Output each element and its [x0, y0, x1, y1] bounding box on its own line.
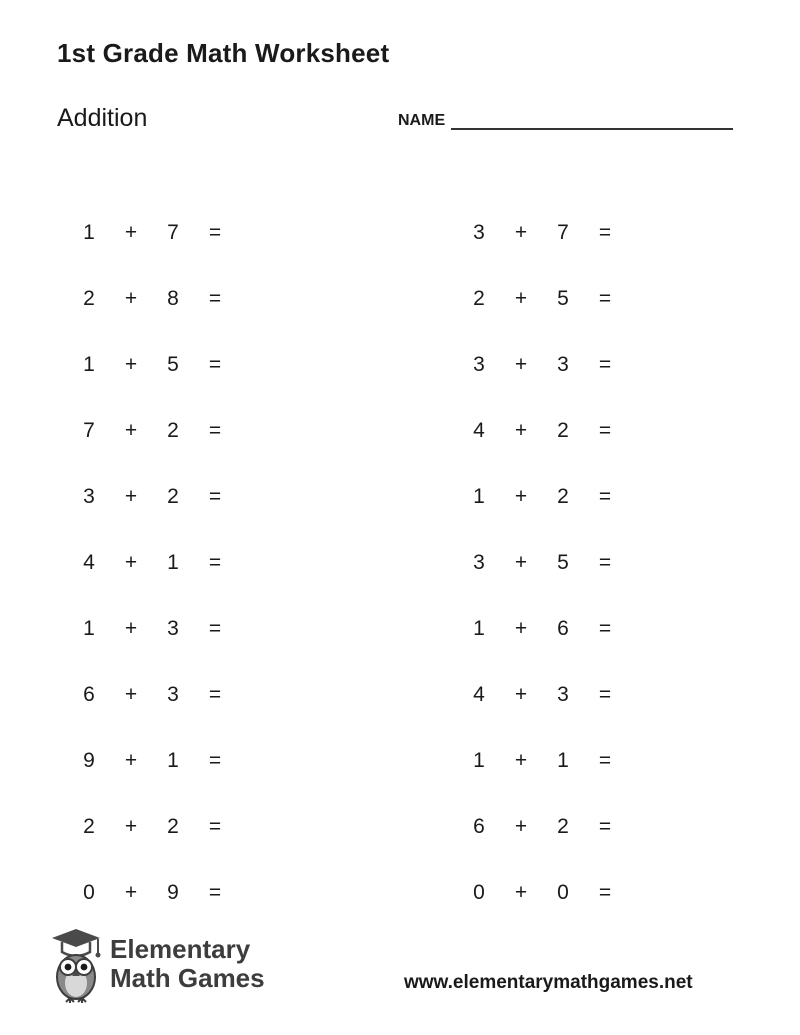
problem-row [72, 728, 410, 794]
site-url[interactable]: www.elementarymathgames.net [404, 972, 693, 993]
operand-a: 9 [83, 749, 95, 772]
equals-sign: = [208, 485, 222, 508]
problem-row [72, 662, 410, 728]
operand-b: 9 [167, 881, 179, 904]
operator-plus: + [124, 551, 138, 574]
problem-row [72, 860, 410, 926]
operand-a: 2 [83, 287, 95, 310]
operand-b: 1 [557, 749, 569, 772]
problem-row [72, 398, 410, 464]
operator-plus: + [514, 683, 528, 706]
equals-sign: = [208, 815, 222, 838]
problems-area [0, 200, 800, 926]
equals-sign: = [208, 683, 222, 706]
operand-a: 3 [83, 485, 95, 508]
problem-row [462, 794, 800, 860]
problem-row [462, 728, 800, 794]
problem-row [462, 464, 800, 530]
equals-sign: = [208, 749, 222, 772]
operand-b: 5 [167, 353, 179, 376]
operand-a: 7 [83, 419, 95, 442]
brand-logo [48, 925, 265, 1003]
equals-sign: = [598, 419, 612, 442]
operand-a: 3 [473, 551, 485, 574]
equals-sign: = [208, 419, 222, 442]
operand-a: 2 [473, 287, 485, 310]
problem-row [72, 332, 410, 398]
equals-sign: = [598, 221, 612, 244]
page-title: 1st Grade Math Worksheet [57, 38, 390, 68]
operand-a: 4 [473, 419, 485, 442]
operand-b: 1 [167, 749, 179, 772]
operand-b: 3 [167, 617, 179, 640]
operand-a: 1 [473, 749, 485, 772]
operand-b: 2 [167, 815, 179, 838]
operator-plus: + [514, 287, 528, 310]
operand-a: 0 [83, 881, 95, 904]
operand-a: 0 [473, 881, 485, 904]
operator-plus: + [514, 617, 528, 640]
operand-a: 1 [473, 485, 485, 508]
equals-sign: = [208, 881, 222, 904]
operand-b: 3 [557, 353, 569, 376]
equals-sign: = [208, 287, 222, 310]
problem-row [72, 530, 410, 596]
operand-a: 6 [83, 683, 95, 706]
operator-plus: + [124, 617, 138, 640]
operand-a: 4 [473, 683, 485, 706]
problem-row [72, 464, 410, 530]
operator-plus: + [124, 749, 138, 772]
operand-b: 6 [557, 617, 569, 640]
operator-plus: + [514, 749, 528, 772]
operand-b: 7 [167, 221, 179, 244]
brand-logo-line1: Elementary [110, 933, 251, 964]
problem-row [72, 596, 410, 662]
equals-sign: = [598, 485, 612, 508]
equals-sign: = [208, 551, 222, 574]
equals-sign: = [598, 683, 612, 706]
operand-b: 2 [557, 815, 569, 838]
operator-plus: + [124, 881, 138, 904]
equals-sign: = [598, 749, 612, 772]
problem-row [72, 200, 410, 266]
equals-sign: = [598, 287, 612, 310]
problem-row [462, 266, 800, 332]
operator-plus: + [514, 419, 528, 442]
operand-a: 1 [83, 617, 95, 640]
problem-row [72, 266, 410, 332]
operand-b: 1 [167, 551, 179, 574]
operator-plus: + [514, 353, 528, 376]
operand-b: 2 [167, 419, 179, 442]
problem-row [462, 860, 800, 926]
problem-row [462, 530, 800, 596]
equals-sign: = [208, 353, 222, 376]
operand-b: 5 [557, 287, 569, 310]
operator-plus: + [124, 485, 138, 508]
problem-row [462, 596, 800, 662]
operator-plus: + [514, 485, 528, 508]
equals-sign: = [598, 881, 612, 904]
operator-plus: + [514, 815, 528, 838]
equals-sign: = [208, 221, 222, 244]
equals-sign: = [598, 353, 612, 376]
name-label: NAME [398, 112, 446, 129]
worksheet-subject: Addition [57, 104, 148, 132]
operand-a: 1 [83, 353, 95, 376]
operator-plus: + [124, 221, 138, 244]
operand-b: 3 [557, 683, 569, 706]
operator-plus: + [124, 815, 138, 838]
operand-a: 6 [473, 815, 485, 838]
operand-b: 7 [557, 221, 569, 244]
equals-sign: = [598, 815, 612, 838]
operand-a: 2 [83, 815, 95, 838]
operand-b: 2 [557, 485, 569, 508]
operand-b: 0 [557, 881, 569, 904]
problem-column-right [410, 200, 800, 926]
operand-b: 8 [167, 287, 179, 310]
operand-b: 2 [557, 419, 569, 442]
operand-a: 3 [473, 353, 485, 376]
operator-plus: + [124, 353, 138, 376]
operand-b: 2 [167, 485, 179, 508]
operand-a: 4 [83, 551, 95, 574]
operator-plus: + [514, 551, 528, 574]
problem-row [462, 398, 800, 464]
problem-row [462, 662, 800, 728]
owl-graduate-icon [48, 925, 104, 1003]
problem-row [72, 794, 410, 860]
operand-a: 3 [473, 221, 485, 244]
operand-a: 1 [473, 617, 485, 640]
brand-logo-line2: Math Games [110, 963, 265, 993]
operand-a: 1 [83, 221, 95, 244]
equals-sign: = [208, 617, 222, 640]
operator-plus: + [124, 419, 138, 442]
operator-plus: + [124, 287, 138, 310]
brand-logo-text [110, 935, 265, 993]
operator-plus: + [514, 221, 528, 244]
problem-row [462, 200, 800, 266]
equals-sign: = [598, 551, 612, 574]
problem-column-left [0, 200, 410, 926]
problem-row [462, 332, 800, 398]
operator-plus: + [514, 881, 528, 904]
name-field-group [398, 113, 733, 131]
operand-b: 3 [167, 683, 179, 706]
operand-b: 5 [557, 551, 569, 574]
name-write-line[interactable] [451, 128, 733, 130]
equals-sign: = [598, 617, 612, 640]
operator-plus: + [124, 683, 138, 706]
